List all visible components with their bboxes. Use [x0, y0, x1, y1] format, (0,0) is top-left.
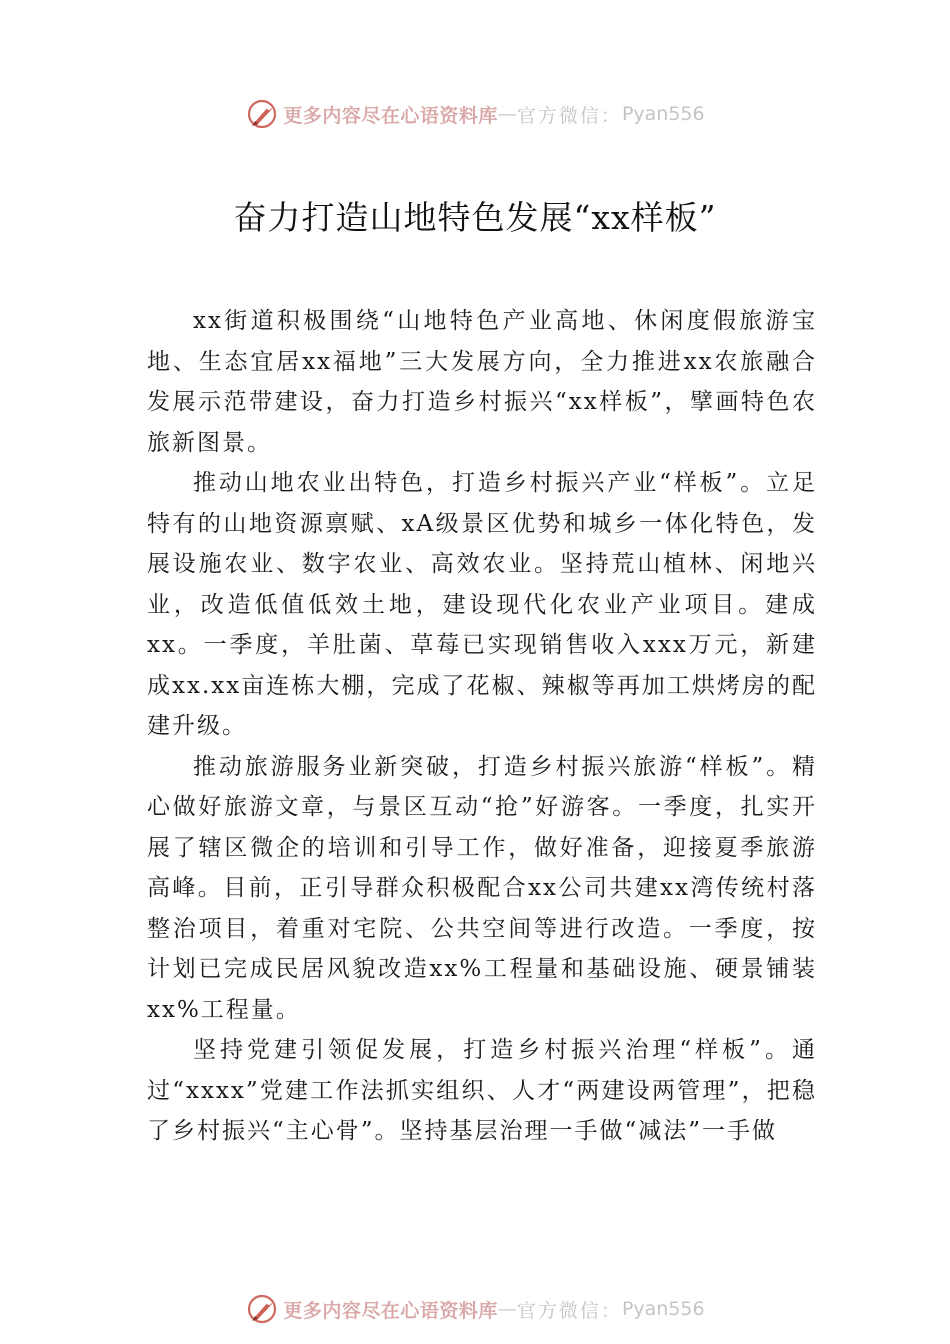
document-title: 奋力打造山地特色发展“xx样板” [233, 198, 717, 237]
paragraph-tourism: 推动旅游服务业新突破，打造乡村振兴旅游“样板”。精心做好旅游文章，与景区互动“抢”好游客。一季度，扎实开展了辖区微企的培训和引导工作，做好准备，迎接夏季旅游高峰。目前，正引导群众积极配合xx公司共建xx湾传统村落整治项目，着重对宅院、公共空间等进行改造。一季度，按计划已完成民居风貌改造xx%工程量和基础设施、硬景铺装xx%工程量。 [147, 753, 817, 1023]
watermark-dash: — [497, 1298, 517, 1320]
watermark-wechat-id: Pyan556 [621, 1298, 705, 1320]
pen-nib-logo-icon [245, 97, 279, 131]
watermark-sub-text: 官方微信： [516, 104, 622, 127]
watermark-dash: — [497, 103, 517, 125]
paragraph-agriculture: 推动山地农业出特色，打造乡村振兴产业“样板”。立足特有的山地资源禀赋、xA级景区优势和城乡一体化特色，发展设施农业、数字农业、高效农业。坚持荒山植林、闲地兴业，改造低值低效土地，建设现代化农业产业项目。建成xx。一季度，羊肚菌、草莓已实现销售收入xxx万元，新建成xx.xx亩连栋大棚，完成了花椒、辣椒等再加工烘烤房的配建升级。 [147, 470, 817, 739]
watermark-footer [0, 1289, 950, 1329]
pen-nib-logo-icon [245, 1292, 279, 1326]
paragraph-intro: xx街道积极围绕“山地特色产业高地、休闲度假旅游宝地、生态宜居xx福地”三大发展方向，全力推进xx农旅融合发展示范带建设，奋力打造乡村振兴“xx样板”，擘画特色农旅新图景。 [147, 308, 817, 456]
watermark-sub-text: 官方微信： [516, 1299, 622, 1322]
paragraph-governance: 坚持党建引领促发展，打造乡村振兴治理“样板”。通过“xxxx”党建工作法抓实组织、人才“两建设两管理”，把稳了乡村振兴“主心骨”。坚持基层治理一手做“减法”一手做 [147, 1037, 817, 1144]
document-body [147, 301, 817, 1152]
watermark-main-text: 更多内容尽在心语资料库 [283, 1299, 498, 1322]
watermark-wechat-id: Pyan556 [621, 103, 705, 125]
watermark-header [0, 94, 950, 134]
watermark-main-text: 更多内容尽在心语资料库 [283, 104, 498, 127]
